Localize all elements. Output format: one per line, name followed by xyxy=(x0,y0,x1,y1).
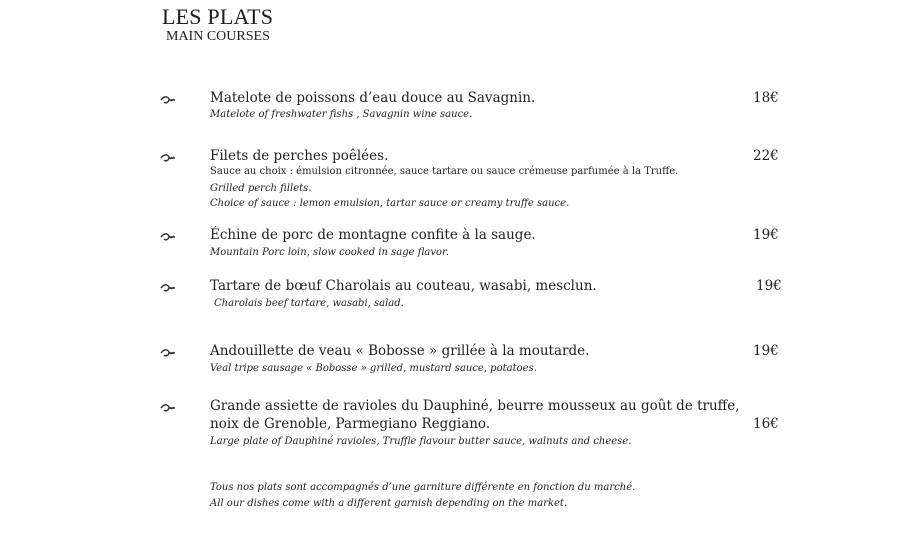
dish-name: Échine de porc de montagne confite à la sauge. xyxy=(210,227,536,243)
dish-name: Grande assiette de ravioles du Dauphiné, beurre mousseux au goût de truffe, xyxy=(210,398,740,414)
garnish-note-fr: Tous nos plats sont accompagnés d’une garniture différente en fonction du marché. xyxy=(210,482,636,493)
page-subtitle: MAIN COURSES xyxy=(166,29,270,44)
dish-price: 19€ xyxy=(756,278,782,294)
dish-price: 19€ xyxy=(753,343,779,359)
dish-description-en: Veal tripe sausage « Bobosse » grilled, mustard sauce, potatoes. xyxy=(210,363,537,374)
dish-description-en: Choice of sauce : lemon emulsion, tartar sauce or creamy truffe sauce. xyxy=(210,198,570,209)
dish-name: Filets de perches poêlées. xyxy=(210,148,389,164)
dish-price: 16€ xyxy=(753,416,779,432)
dish-description-fr: Sauce au choix : émulsion citronnée, sauce tartare ou sauce crémeuse parfumée à la Truffe. xyxy=(210,166,679,177)
dish-description-en: Mountain Porc loin, slow cooked in sage flavor. xyxy=(210,247,449,258)
page-title: LES PLATS xyxy=(162,4,274,29)
dish-name-continued: noix de Grenoble, Parmegiano Reggiano. xyxy=(210,416,491,432)
dish-name: Tartare de bœuf Charolais au couteau, wasabi, mesclun. xyxy=(210,278,597,294)
dish-price: 18€ xyxy=(753,90,779,106)
fleuron-icon xyxy=(160,283,176,293)
dish-price: 19€ xyxy=(753,227,779,243)
fleuron-icon xyxy=(160,232,176,242)
fleuron-icon xyxy=(160,348,176,358)
dish-name: Matelote de poissons d’eau douce au Savagnin. xyxy=(210,90,536,106)
fleuron-icon xyxy=(160,153,176,163)
fleuron-icon xyxy=(160,95,176,105)
dish-description-en: Charolais beef tartare, wasabi, salad. xyxy=(214,298,404,309)
dish-price: 22€ xyxy=(753,148,779,164)
fleuron-icon xyxy=(160,403,176,413)
dish-description-en: Matelote of freshwater fishs , Savagnin wine sauce. xyxy=(210,109,473,120)
garnish-note-en: All our dishes come with a different garnish depending on the market. xyxy=(210,498,568,509)
dish-description-en: Grilled perch fillets. xyxy=(210,183,312,194)
dish-description-en: Large plate of Dauphiné ravioles, Truffle flavour butter sauce, walnuts and cheese. xyxy=(210,436,632,447)
dish-name: Andouillette de veau « Bobosse » grillée à la moutarde. xyxy=(210,343,590,359)
